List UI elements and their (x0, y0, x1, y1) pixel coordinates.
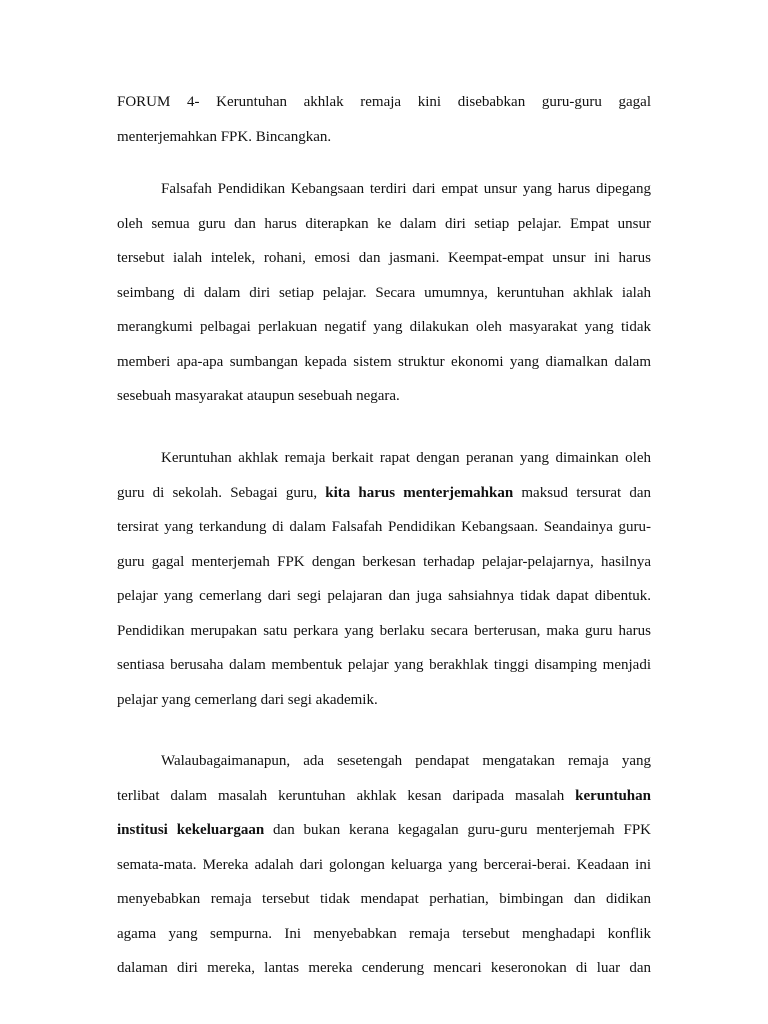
paragraph-3-line: semata-mata. Mereka adalah dari golongan keluarga yang bercerai-berai. Keadaan ini (117, 856, 651, 873)
paragraph-1-line: sesebuah masyarakat ataupun sesebuah negara. (117, 388, 400, 404)
paragraph-1-line: tersebut ialah intelek, rohani, emosi dan jasmani. Keempat-empat unsur ini harus (117, 250, 651, 266)
paragraph-3-line: menyebabkan remaja tersebut tidak mendapat perhatian, bimbingan dan didikan (117, 891, 651, 907)
paragraph-3-line: agama yang sempurna. Ini menyebabkan remaja tersebut menghadapi konflik (117, 925, 651, 942)
paragraph-2-line: pelajar yang cemerlang dari segi akademik. (117, 691, 378, 708)
emphasis-text: kita harus menterjemahkan (325, 484, 514, 501)
paragraph-2-text: maksud tersurat dan (513, 484, 651, 501)
paragraph-2-line: Keruntuhan akhlak remaja berkait rapat dengan peranan yang dimainkan oleh (161, 450, 651, 466)
paragraph-2-line: Pendidikan merupakan satu perkara yang berlaku secara berterusan, maka guru harus (117, 622, 651, 639)
emphasis-text: keruntuhan (575, 787, 651, 804)
paragraph-3-line: dalaman diri mereka, lantas mereka cenderung mencari keseronokan di luar dan (117, 960, 651, 976)
question-line-2: menterjemahkan FPK. Bincangkan. (117, 128, 332, 145)
paragraph-1-line: merangkumi pelbagai perlakuan negatif yang dilakukan oleh masyarakat yang tidak (117, 319, 651, 335)
paragraph-3-line (117, 779, 651, 814)
paragraph-1-line: seimbang di dalam diri setiap pelajar. Secara umumnya, keruntuhan akhlak ialah (117, 284, 651, 301)
paragraph-2 (117, 441, 651, 717)
paragraph-2-line: tersirat yang terkandung di dalam Falsafah Pendidikan Kebangsaan. Seandainya guru- (117, 519, 651, 535)
question-line-1: FORUM 4- Keruntuhan akhlak remaja kini disebabkan guru-guru gagal (117, 94, 651, 110)
paragraph-1-line: Falsafah Pendidikan Kebangsaan terdiri dari empat unsur yang harus dipegang (161, 181, 651, 197)
paragraph-3-text: terlibat dalam masalah keruntuhan akhlak kesan daripada masalah (117, 787, 576, 804)
forum-question (117, 85, 651, 154)
paragraph-2-line (117, 476, 651, 511)
paragraph-3-line: Walaubagaimanapun, ada sesetengah pendapat mengatakan remaja yang (161, 753, 651, 769)
paragraph-1-line: memberi apa-apa sumbangan kepada sistem struktur ekonomi yang diamalkan dalam (117, 353, 651, 370)
paragraph-2-text: guru di sekolah. Sebagai guru, (117, 484, 326, 501)
paragraph-2-line: pelajar yang cemerlang dari segi pelajaran dan juga sahsiahnya tidak dapat dibentuk. (117, 588, 651, 604)
paragraph-2-line: guru gagal menterjemah FPK dengan berkesan terhadap pelajar-pelajarnya, hasilnya (117, 553, 651, 570)
emphasis-text: institusi kekeluargaan (117, 822, 265, 838)
paragraph-2-line: sentiasa berusaha dalam membentuk pelajar yang berakhlak tinggi disamping menjadi (117, 657, 651, 673)
paragraph-1-line: oleh semua guru dan harus diterapkan ke dalam diri setiap pelajar. Empat unsur (117, 215, 651, 232)
paragraph-3-line (117, 813, 651, 848)
paragraph-3 (117, 744, 651, 986)
paragraph-1 (117, 172, 651, 414)
paragraph-3-text: dan bukan kerana kegagalan guru-guru menterjemah FPK (264, 822, 651, 838)
